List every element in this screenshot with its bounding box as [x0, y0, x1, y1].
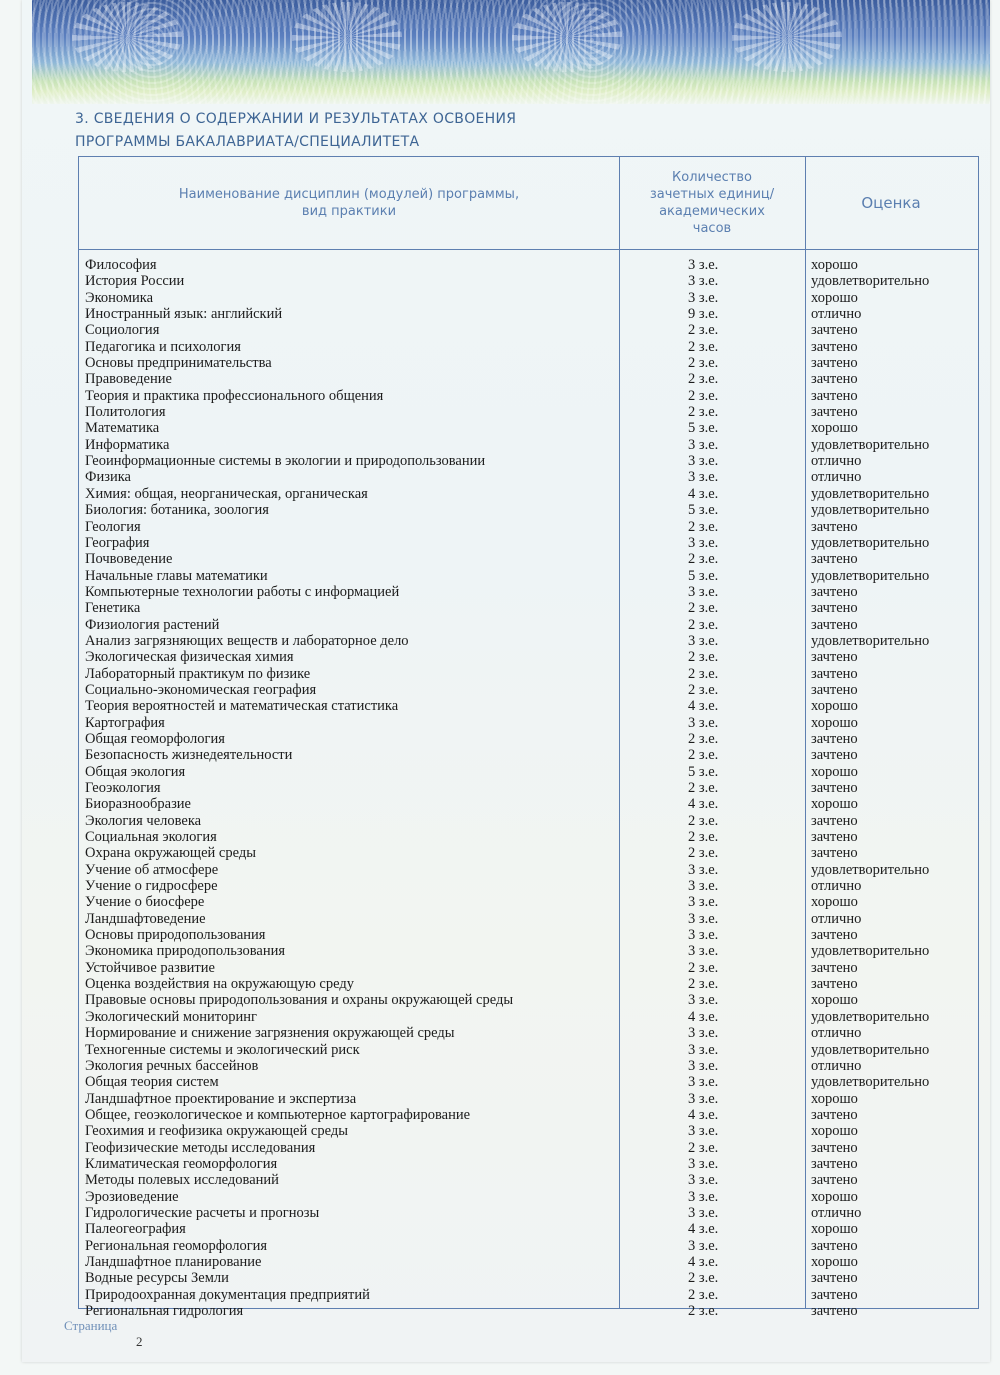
section-title — [75, 108, 516, 154]
discipline-name: Анализ загрязняющих веществ и лабораторное дело — [85, 632, 409, 649]
grade-value: зачтено — [811, 959, 858, 976]
credits-value: 3 з.е. — [688, 1057, 719, 1074]
grade-value: зачтено — [811, 1139, 858, 1156]
table-row — [79, 453, 978, 469]
credits-value: 2 з.е. — [688, 976, 719, 993]
discipline-name: Ландшафтное проектирование и экспертиза — [85, 1090, 357, 1107]
table-row — [79, 1107, 978, 1123]
discipline-name: Природоохранная документация предприятий — [85, 1286, 370, 1303]
discipline-name: Общая теория систем — [85, 1074, 219, 1091]
credits-value: 3 з.е. — [688, 453, 719, 470]
grade-value: зачтено — [811, 404, 858, 421]
credits-value: 2 з.е. — [688, 959, 719, 976]
credits-value: 2 з.е. — [688, 829, 719, 846]
credits-value: 3 з.е. — [688, 861, 719, 878]
credits-value: 4 з.е. — [688, 1221, 719, 1238]
table-row — [79, 519, 978, 535]
table-row — [79, 1221, 978, 1237]
credits-value: 3 з.е. — [688, 273, 719, 290]
credits-value: 5 з.е. — [688, 420, 719, 437]
table-row — [79, 1270, 978, 1286]
credits-value: 2 з.е. — [688, 518, 719, 535]
discipline-name: Безопасность жизнедеятельности — [85, 747, 293, 764]
page-number: 2 — [136, 1334, 143, 1349]
grade-value: зачтено — [811, 665, 858, 682]
grade-value: зачтено — [811, 1237, 858, 1254]
table-row — [79, 1058, 978, 1074]
discipline-name: Ландшафтоведение — [85, 910, 206, 927]
table-row — [79, 617, 978, 633]
grade-value: хорошо — [811, 698, 858, 715]
credits-value: 3 з.е. — [688, 469, 719, 486]
credits-value: 3 з.е. — [688, 436, 719, 453]
credits-value: 5 з.е. — [688, 502, 719, 519]
grade-value: зачтено — [811, 616, 858, 633]
table-row — [79, 649, 978, 665]
credits-value: 2 з.е. — [688, 322, 719, 339]
table-row — [79, 371, 978, 387]
table-row — [79, 666, 978, 682]
discipline-name: Философия — [85, 257, 157, 273]
grade-value: хорошо — [811, 714, 858, 731]
credits-value: 3 з.е. — [688, 1025, 719, 1042]
grade-value: зачтено — [811, 1303, 858, 1319]
credits-value: 2 з.е. — [688, 387, 719, 404]
grade-value: удовлетворительно — [811, 567, 930, 584]
grade-value: хорошо — [811, 763, 858, 780]
grade-value: хорошо — [811, 1221, 858, 1238]
table-row — [79, 322, 978, 338]
credits-value: 3 з.е. — [688, 534, 719, 551]
credits-value: 2 з.е. — [688, 812, 719, 829]
credits-value: 2 з.е. — [688, 665, 719, 682]
table-row — [79, 437, 978, 453]
grade-value: зачтено — [811, 355, 858, 372]
grade-value: удовлетворительно — [811, 632, 930, 649]
grade-value: зачтено — [811, 1270, 858, 1287]
table-row — [79, 290, 978, 306]
discipline-name: Лабораторный практикум по физике — [85, 665, 311, 682]
credits-value: 2 з.е. — [688, 404, 719, 421]
grade-value: зачтено — [811, 845, 858, 862]
discipline-name: Учение о биосфере — [85, 894, 205, 911]
table-row — [79, 535, 978, 551]
credits-value: 2 з.е. — [688, 338, 719, 355]
discipline-name: География — [85, 534, 150, 551]
credits-value: 3 з.е. — [688, 1123, 719, 1140]
section-title-line1: 3. СВЕДЕНИЯ О СОДЕРЖАНИИ И РЕЗУЛЬТАТАХ ОСВОЕНИЯ — [75, 111, 517, 127]
credits-value: 3 з.е. — [688, 1188, 719, 1205]
table-row — [79, 257, 978, 273]
credits-value: 3 з.е. — [688, 257, 719, 273]
discipline-name: Основы природопользования — [85, 927, 266, 944]
table-row — [79, 927, 978, 943]
table-row — [79, 976, 978, 992]
discipline-name: Педагогика и психология — [85, 338, 241, 355]
table-row — [79, 1287, 978, 1303]
grade-value: зачтено — [811, 583, 858, 600]
grade-value: зачтено — [811, 600, 858, 617]
table-row — [79, 502, 978, 518]
table-row — [79, 1303, 978, 1319]
grade-value: удовлетворительно — [811, 1074, 930, 1091]
table-row — [79, 1238, 978, 1254]
credits-value: 4 з.е. — [688, 1106, 719, 1123]
grade-value: зачтено — [811, 518, 858, 535]
discipline-name: Социальная экология — [85, 829, 217, 846]
grade-value: зачтено — [811, 371, 858, 388]
credits-value: 2 з.е. — [688, 730, 719, 747]
credits-value: 2 з.е. — [688, 1139, 719, 1156]
grade-value: хорошо — [811, 1123, 858, 1140]
table-row — [79, 894, 978, 910]
credits-value: 5 з.е. — [688, 567, 719, 584]
grade-value: отлично — [811, 1204, 862, 1221]
discipline-name: Основы предпринимательства — [85, 355, 272, 372]
discipline-name: Теория вероятностей и математическая статистика — [85, 698, 399, 715]
discipline-name: Учение о гидросфере — [85, 878, 218, 895]
discipline-name: Экологический мониторинг — [85, 1008, 257, 1025]
discipline-name: Палеогеография — [85, 1221, 186, 1238]
grade-value: зачтено — [811, 829, 858, 846]
table-row — [79, 960, 978, 976]
grade-value: зачтено — [811, 649, 858, 666]
discipline-name: Ландшафтное планирование — [85, 1253, 262, 1270]
grade-value: хорошо — [811, 257, 858, 273]
credits-value: 5 з.е. — [688, 763, 719, 780]
guilloche-rosette-icon — [512, 2, 622, 72]
grade-value: хорошо — [811, 894, 858, 911]
discipline-name: Общая экология — [85, 763, 186, 780]
discipline-name: Математика — [85, 420, 160, 437]
grade-value: зачтено — [811, 812, 858, 829]
credits-value: 2 з.е. — [688, 355, 719, 372]
table-row — [79, 682, 978, 698]
grade-value: удовлетворительно — [811, 1008, 930, 1025]
grade-value: удовлетворительно — [811, 1041, 930, 1058]
credits-value: 3 з.е. — [688, 894, 719, 911]
guilloche-rosette-icon — [732, 2, 842, 72]
table-row — [79, 568, 978, 584]
table-body — [79, 257, 978, 1319]
grade-value: хорошо — [811, 1188, 858, 1205]
grade-value: удовлетворительно — [811, 273, 930, 290]
discipline-name: Экономика — [85, 289, 154, 306]
grade-value: зачтено — [811, 730, 858, 747]
discipline-name: Правовые основы природопользования и охраны окружающей среды — [85, 992, 514, 1009]
discipline-name: История России — [85, 273, 185, 290]
grade-value: зачтено — [811, 976, 858, 993]
header-grade: Оценка — [861, 193, 921, 212]
table-row — [79, 1254, 978, 1270]
credits-value: 2 з.е. — [688, 681, 719, 698]
grade-value: удовлетворительно — [811, 485, 930, 502]
discipline-name: Экология речных бассейнов — [85, 1057, 259, 1074]
discipline-name: Химия: общая, неорганическая, органическая — [85, 485, 368, 502]
credits-value: 2 з.е. — [688, 551, 719, 568]
grade-value: отлично — [811, 910, 862, 927]
credits-value: 2 з.е. — [688, 649, 719, 666]
discipline-name: Компьютерные технологии работы с информацией — [85, 583, 400, 600]
discipline-name: Экономика природопользования — [85, 943, 286, 960]
credits-value: 3 з.е. — [688, 1237, 719, 1254]
grade-value: удовлетворительно — [811, 943, 930, 960]
table-row — [79, 1156, 978, 1172]
table-row — [79, 845, 978, 861]
discipline-name: Климатическая геоморфология — [85, 1155, 278, 1172]
discipline-name: Правоведение — [85, 371, 172, 388]
grade-value: зачтено — [811, 1172, 858, 1189]
discipline-name: Геоинформационные системы в экологии и природопользовании — [85, 453, 486, 470]
grade-value: хорошо — [811, 289, 858, 306]
grade-value: зачтено — [811, 551, 858, 568]
page-label: Страница — [64, 1318, 118, 1333]
table-row — [79, 1009, 978, 1025]
table-row — [79, 1074, 978, 1090]
table-row — [79, 829, 978, 845]
credits-value: 3 з.е. — [688, 1204, 719, 1221]
table-row — [79, 584, 978, 600]
discipline-name: Социально-экономическая география — [85, 681, 317, 698]
discipline-name: Региональная геоморфология — [85, 1237, 268, 1254]
credits-value: 3 з.е. — [688, 1041, 719, 1058]
grade-value: хорошо — [811, 1253, 858, 1270]
table-row — [79, 796, 978, 812]
discipline-name: Почвоведение — [85, 551, 173, 568]
credits-value: 3 з.е. — [688, 289, 719, 306]
credits-value: 3 з.е. — [688, 583, 719, 600]
table-row — [79, 813, 978, 829]
table-row — [79, 355, 978, 371]
credits-value: 3 з.е. — [688, 714, 719, 731]
table-row — [79, 992, 978, 1008]
table-row — [79, 469, 978, 485]
credits-value: 3 з.е. — [688, 992, 719, 1009]
discipline-name: Социология — [85, 322, 160, 339]
disciplines-table — [78, 156, 979, 1319]
credits-value: 2 з.е. — [688, 600, 719, 617]
table-row — [79, 404, 978, 420]
grade-value: хорошо — [811, 1090, 858, 1107]
table-row — [79, 943, 978, 959]
discipline-name: Физика — [85, 469, 131, 486]
grade-value: зачтено — [811, 681, 858, 698]
discipline-name: Техногенные системы и экологический риск — [85, 1041, 360, 1058]
table-row — [79, 1025, 978, 1041]
security-pattern-band — [32, 0, 990, 104]
table-row — [79, 306, 978, 322]
credits-value: 4 з.е. — [688, 796, 719, 813]
table-row — [79, 600, 978, 616]
table-row — [79, 1042, 978, 1058]
grade-value: удовлетворительно — [811, 861, 930, 878]
credits-value: 3 з.е. — [688, 632, 719, 649]
credits-value: 4 з.е. — [688, 1253, 719, 1270]
discipline-name: Геология — [85, 518, 141, 535]
grade-value: хорошо — [811, 796, 858, 813]
guilloche-rosette-icon — [292, 2, 402, 72]
discipline-name: Общее, геоэкологическое и компьютерное картографирование — [85, 1106, 471, 1123]
credits-value: 3 з.е. — [688, 910, 719, 927]
discipline-name: Нормирование и снижение загрязнения окружающей среды — [85, 1025, 455, 1042]
credits-value: 2 з.е. — [688, 616, 719, 633]
guilloche-rosette-icon — [72, 2, 182, 72]
grade-value: зачтено — [811, 927, 858, 944]
credits-value: 3 з.е. — [688, 878, 719, 895]
credits-value: 4 з.е. — [688, 1008, 719, 1025]
credits-value: 4 з.е. — [688, 485, 719, 502]
credits-value: 2 з.е. — [688, 780, 719, 796]
table-row — [79, 878, 978, 894]
discipline-name: Картография — [85, 714, 165, 731]
credits-value: 3 з.е. — [688, 1155, 719, 1172]
grade-value: зачтено — [811, 1106, 858, 1123]
grade-value: отлично — [811, 878, 862, 895]
table-row — [79, 747, 978, 763]
grade-value: удовлетворительно — [811, 436, 930, 453]
credits-value: 3 з.е. — [688, 1172, 719, 1189]
credits-value: 2 з.е. — [688, 845, 719, 862]
discipline-name: Экология человека — [85, 812, 202, 829]
grade-value: зачтено — [811, 387, 858, 404]
discipline-name: Учение об атмосфере — [85, 861, 219, 878]
credits-value: 4 з.е. — [688, 698, 719, 715]
table-row — [79, 1205, 978, 1221]
header-discipline: Наименование дисциплин (модулей) программы, вид практики — [178, 187, 520, 219]
discipline-name: Методы полевых исследований — [85, 1172, 279, 1189]
credits-value: 9 з.е. — [688, 306, 719, 323]
table-row — [79, 1140, 978, 1156]
grade-value: зачтено — [811, 322, 858, 339]
credits-value: 2 з.е. — [688, 1286, 719, 1303]
discipline-name: Физиология растений — [85, 616, 220, 633]
credits-value: 3 з.е. — [688, 1090, 719, 1107]
table-row — [79, 551, 978, 567]
document-page — [22, 0, 990, 1362]
discipline-name: Политология — [85, 404, 166, 421]
discipline-name: Начальные главы математики — [85, 567, 268, 584]
table-row — [79, 764, 978, 780]
grade-value: зачтено — [811, 1155, 858, 1172]
credits-value: 3 з.е. — [688, 1074, 719, 1091]
table-row — [79, 388, 978, 404]
discipline-name: Генетика — [85, 600, 141, 617]
discipline-name: Устойчивое развитие — [85, 959, 215, 976]
discipline-name: Водные ресурсы Земли — [85, 1270, 229, 1287]
table-row — [79, 698, 978, 714]
discipline-name: Оценка воздействия на окружающую среду — [85, 976, 354, 993]
table-row — [79, 1091, 978, 1107]
grade-value: отлично — [811, 453, 862, 470]
grade-value: зачтено — [811, 1286, 858, 1303]
discipline-name: Охрана окружающей среды — [85, 845, 256, 862]
grade-value: отлично — [811, 469, 862, 486]
credits-value: 3 з.е. — [688, 943, 719, 960]
discipline-name: Биология: ботаника, зоология — [85, 502, 269, 519]
header-credits: Количество зачетных единиц/ академических часов — [649, 170, 775, 236]
grade-value: хорошо — [811, 992, 858, 1009]
table-row — [79, 780, 978, 796]
discipline-name: Региональная гидрология — [85, 1303, 244, 1319]
table-row — [79, 339, 978, 355]
discipline-name: Биоразнообразие — [85, 796, 191, 813]
grade-value: зачтено — [811, 747, 858, 764]
discipline-name: Теория и практика профессионального общения — [85, 387, 384, 404]
table-row — [79, 273, 978, 289]
discipline-name: Информатика — [85, 436, 170, 453]
header-divider — [79, 249, 978, 250]
discipline-name: Геоэкология — [85, 780, 161, 796]
table-row — [79, 420, 978, 436]
grade-value: хорошо — [811, 420, 858, 437]
credits-value: 2 з.е. — [688, 1303, 719, 1319]
grade-value: отлично — [811, 306, 862, 323]
credits-value: 2 з.е. — [688, 747, 719, 764]
table-row — [79, 486, 978, 502]
table-row — [79, 1189, 978, 1205]
credits-value: 2 з.е. — [688, 1270, 719, 1287]
discipline-name: Геофизические методы исследования — [85, 1139, 316, 1156]
grade-value: зачтено — [811, 780, 858, 796]
discipline-name: Экологическая физическая химия — [85, 649, 294, 666]
discipline-name: Общая геоморфология — [85, 730, 225, 747]
table-row — [79, 633, 978, 649]
grade-value: зачтено — [811, 338, 858, 355]
discipline-name: Геохимия и геофизика окружающей среды — [85, 1123, 348, 1140]
discipline-name: Иностранный язык: английский — [85, 306, 283, 323]
grade-value: отлично — [811, 1057, 862, 1074]
table-row — [79, 731, 978, 747]
credits-value: 2 з.е. — [688, 371, 719, 388]
table-row — [79, 862, 978, 878]
table-row — [79, 1172, 978, 1188]
credits-value: 3 з.е. — [688, 927, 719, 944]
table-row — [79, 911, 978, 927]
section-title-line2: ПРОГРАММЫ БАКАЛАВРИАТА/СПЕЦИАЛИТЕТА — [75, 134, 420, 150]
grade-value: удовлетворительно — [811, 534, 930, 551]
table-row — [79, 715, 978, 731]
discipline-name: Эрозиоведение — [85, 1188, 179, 1205]
grade-value: отлично — [811, 1025, 862, 1042]
grade-value: удовлетворительно — [811, 502, 930, 519]
table-row — [79, 1123, 978, 1139]
discipline-name: Гидрологические расчеты и прогнозы — [85, 1204, 320, 1221]
